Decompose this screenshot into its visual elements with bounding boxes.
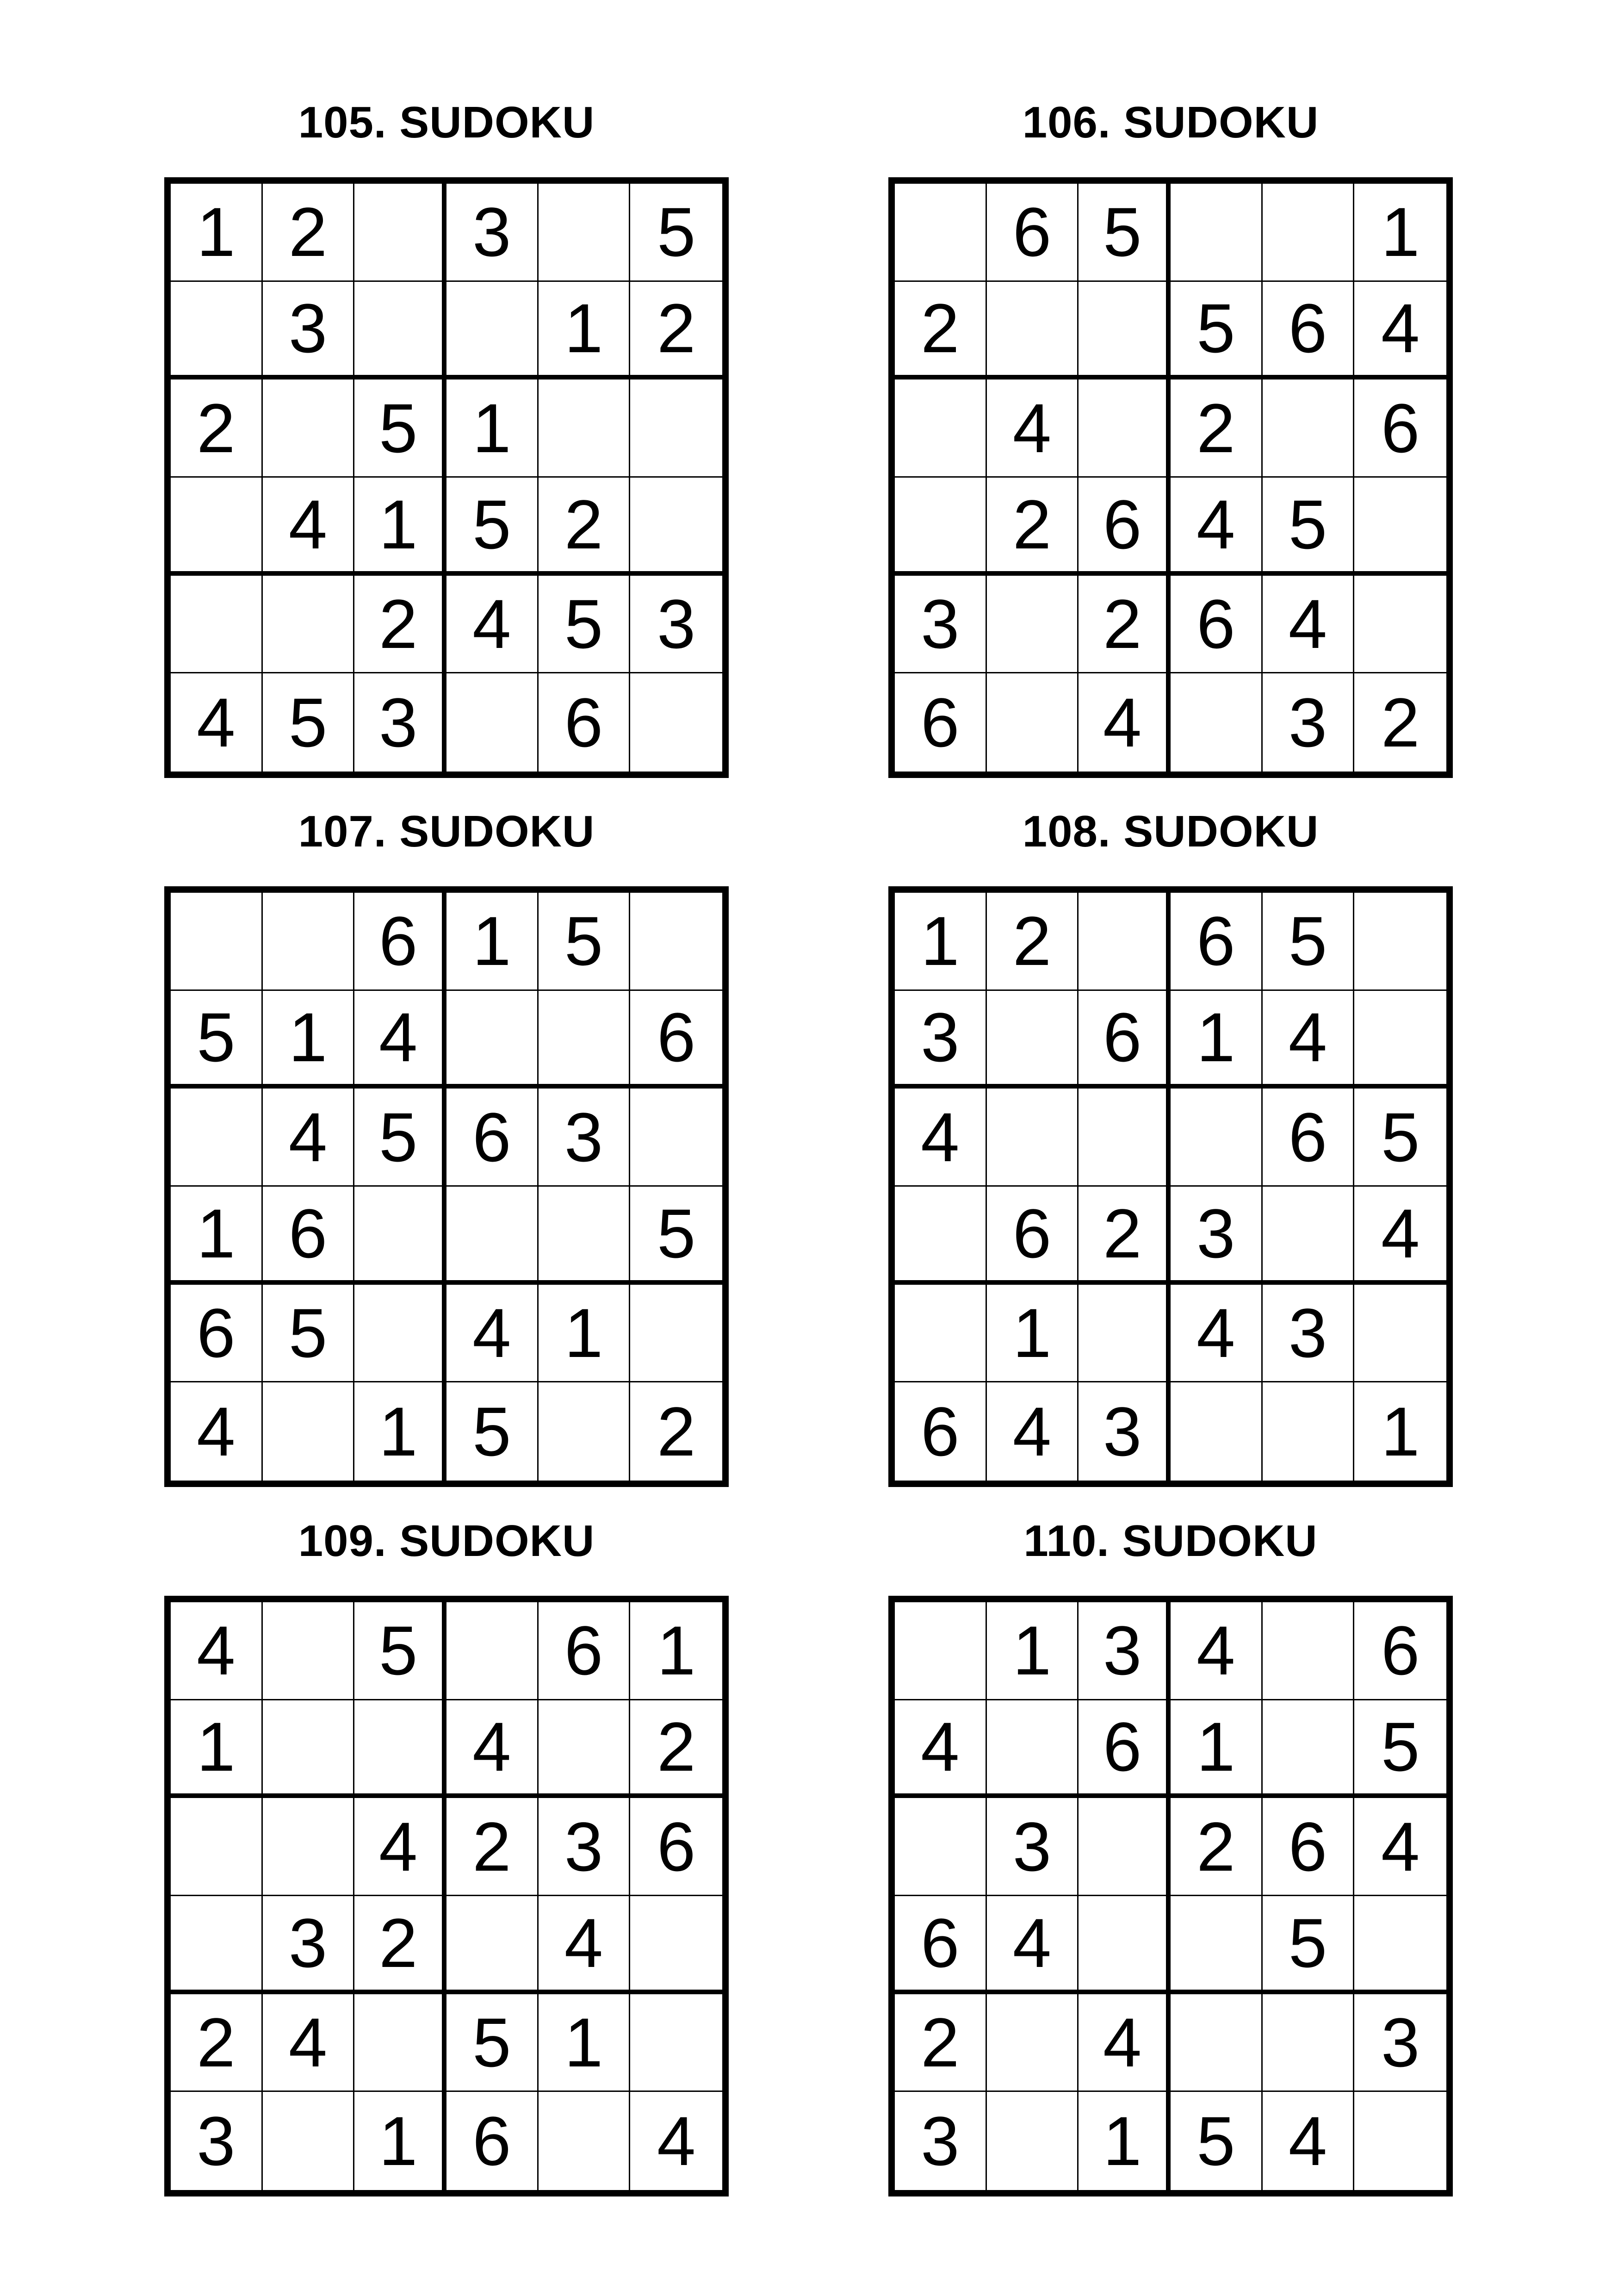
sudoku-cell: 3 — [895, 2092, 987, 2190]
sudoku-cell — [1079, 1285, 1171, 1383]
sudoku-cell — [354, 1700, 446, 1798]
sudoku-cell: 1 — [446, 893, 539, 991]
sudoku-cell — [1354, 2092, 1446, 2190]
sudoku-cell: 1 — [1079, 2092, 1171, 2190]
sudoku-cell — [895, 1285, 987, 1383]
sudoku-cell — [1354, 1285, 1446, 1383]
sudoku-cell: 5 — [539, 576, 631, 674]
sudoku-cell: 2 — [171, 1994, 263, 2092]
sudoku-cell: 6 — [1171, 576, 1263, 674]
sudoku-cell — [263, 576, 355, 674]
sudoku-cell — [171, 478, 263, 576]
sudoku-cell: 5 — [1354, 1700, 1446, 1798]
sudoku-cell — [1263, 1994, 1355, 2092]
sudoku-cell — [630, 673, 722, 772]
sudoku-cell — [1263, 380, 1355, 478]
sudoku-cell — [539, 2092, 631, 2190]
sudoku-cell: 2 — [987, 478, 1079, 576]
sudoku-cell: 2 — [1079, 576, 1171, 674]
sudoku-cell: 4 — [263, 1089, 355, 1187]
sudoku-cell: 2 — [1079, 1187, 1171, 1285]
sudoku-cell — [987, 991, 1079, 1089]
sudoku-cell: 4 — [1171, 478, 1263, 576]
sudoku-cell — [987, 576, 1079, 674]
sudoku-cell: 2 — [630, 282, 722, 380]
sudoku-cell: 5 — [446, 478, 539, 576]
sudoku-cell: 2 — [354, 576, 446, 674]
sudoku-cell: 1 — [1171, 1700, 1263, 1798]
sudoku-cell — [446, 1602, 539, 1700]
sudoku-cell — [354, 1187, 446, 1285]
sudoku-cell: 6 — [539, 1602, 631, 1700]
sudoku-cell — [630, 1994, 722, 2092]
sudoku-cell: 5 — [354, 1089, 446, 1187]
puzzle-title: 109. SUDOKU — [298, 1516, 595, 1566]
sudoku-cell — [263, 1700, 355, 1798]
sudoku-cell — [171, 1896, 263, 1994]
sudoku-cell: 4 — [657, 2102, 696, 2180]
sudoku-cell: 6 — [895, 673, 987, 772]
sudoku-cell: 3 — [446, 184, 539, 282]
sudoku-cell: 3 — [1263, 1285, 1355, 1383]
sudoku-cell: 1 — [171, 184, 263, 282]
sudoku-cell: 6 — [263, 1187, 355, 1285]
sudoku-cell: 3 — [1354, 1994, 1446, 2092]
sudoku-cell — [987, 1089, 1079, 1187]
sudoku-cell — [171, 1089, 263, 1187]
sudoku-cell — [1171, 1382, 1263, 1481]
sudoku-cell: 5 — [1079, 184, 1171, 282]
sudoku-cell: 5 — [1171, 282, 1263, 380]
sudoku-cell: 2 — [987, 893, 1079, 991]
sudoku-cell — [1079, 1798, 1171, 1896]
sudoku-cell — [446, 991, 539, 1089]
sudoku-cell: 4 — [1263, 991, 1355, 1089]
sudoku-cell: 1 — [895, 893, 987, 991]
sudoku-cell: 1 — [171, 1700, 263, 1798]
sudoku-cell: 4 — [446, 1285, 539, 1383]
sudoku-cell — [1354, 478, 1446, 576]
sudoku-cell: 4 — [987, 1382, 1079, 1481]
sudoku-cell — [630, 1896, 722, 1994]
sudoku-cell: 4 — [354, 1798, 446, 1896]
sudoku-cell — [354, 282, 446, 380]
sudoku-cell: 6 — [354, 893, 446, 991]
sudoku-cell: 3 — [630, 576, 722, 674]
sudoku-cell: 3 — [1079, 1382, 1171, 1481]
sudoku-cell — [171, 282, 263, 380]
sudoku-grid — [888, 886, 1453, 1487]
sudoku-cell: 3 — [263, 282, 355, 380]
sudoku-cell: 2 — [1171, 380, 1263, 478]
sudoku-cell — [1171, 1089, 1263, 1187]
sudoku-cell: 6 — [1263, 1798, 1355, 1896]
sudoku-cell: 5 — [1354, 1089, 1446, 1187]
sudoku-cell: 4 — [895, 1089, 987, 1187]
sudoku-cell: 2 — [1381, 684, 1420, 762]
sudoku-cell: 6 — [987, 1187, 1079, 1285]
sudoku-cell: 2 — [171, 380, 263, 478]
sudoku-cell — [539, 184, 631, 282]
sudoku-cell — [630, 1089, 722, 1187]
sudoku-cell — [171, 576, 263, 674]
sudoku-cell: 3 — [263, 1896, 355, 1994]
sudoku-cell: 5 — [630, 184, 722, 282]
sudoku-cell — [1354, 576, 1446, 674]
sudoku-cell: 6 — [1079, 478, 1171, 576]
sudoku-cell — [1171, 673, 1263, 772]
sudoku-cell: 6 — [987, 184, 1079, 282]
sudoku-cell: 5 — [263, 1285, 355, 1383]
sudoku-cell — [1171, 1994, 1263, 2092]
sudoku-cell: 1 — [354, 1382, 446, 1481]
sudoku-cell — [895, 478, 987, 576]
sudoku-cell: 3 — [895, 576, 987, 674]
sudoku-cell: 1 — [1354, 184, 1446, 282]
sudoku-cell — [446, 1896, 539, 1994]
sudoku-cell: 4 — [1171, 1602, 1263, 1700]
sudoku-cell: 6 — [1354, 1602, 1446, 1700]
sudoku-cell: 1 — [630, 1602, 722, 1700]
sudoku-cell — [263, 1798, 355, 1896]
sudoku-cell: 1 — [171, 1187, 263, 1285]
sudoku-cell: 5 — [354, 380, 446, 478]
sudoku-cell — [1079, 893, 1171, 991]
sudoku-cell: 6 — [1263, 1089, 1355, 1187]
sudoku-cell — [630, 478, 722, 576]
sudoku-cell: 2 — [657, 1393, 696, 1471]
sudoku-cell — [539, 991, 631, 1089]
sudoku-cell — [354, 1994, 446, 2092]
sudoku-cell — [354, 1285, 446, 1383]
sudoku-cell: 6 — [1354, 380, 1446, 478]
sudoku-cell — [895, 1798, 987, 1896]
sudoku-cell — [1079, 380, 1171, 478]
sudoku-cell: 6 — [171, 1285, 263, 1383]
sudoku-cell — [987, 1994, 1079, 2092]
sudoku-cell: 4 — [171, 1382, 263, 1481]
sudoku-cell — [263, 1602, 355, 1700]
sudoku-cell — [263, 380, 355, 478]
sudoku-cell — [354, 184, 446, 282]
sudoku-cell — [1263, 1187, 1355, 1285]
sudoku-cell: 2 — [263, 184, 355, 282]
sudoku-cell: 4 — [446, 1700, 539, 1798]
sudoku-cell: 4 — [1263, 2092, 1355, 2190]
sudoku-cell: 6 — [1079, 1700, 1171, 1798]
sudoku-cell: 4 — [1079, 673, 1171, 772]
sudoku-cell — [1354, 1896, 1446, 1994]
sudoku-cell: 1 — [539, 282, 631, 380]
sudoku-cell — [987, 1700, 1079, 1798]
sudoku-cell — [263, 1382, 355, 1481]
sudoku-cell: 2 — [630, 1700, 722, 1798]
sudoku-cell: 5 — [446, 1994, 539, 2092]
sudoku-grid — [164, 177, 729, 778]
sudoku-cell — [895, 184, 987, 282]
sudoku-cell: 6 — [895, 1382, 987, 1481]
sudoku-cell: 1 — [354, 478, 446, 576]
sudoku-cell: 6 — [895, 1896, 987, 1994]
sudoku-cell — [539, 380, 631, 478]
sudoku-cell: 5 — [539, 893, 631, 991]
sudoku-cell: 4 — [171, 673, 263, 772]
sudoku-cell — [171, 1798, 263, 1896]
sudoku-cell: 1 — [446, 380, 539, 478]
sudoku-cell: 2 — [1171, 1798, 1263, 1896]
sudoku-cell — [987, 282, 1079, 380]
sudoku-cell: 4 — [1354, 282, 1446, 380]
sudoku-cell: 6 — [446, 1089, 539, 1187]
sudoku-grid — [888, 177, 1453, 778]
sudoku-cell: 1 — [263, 991, 355, 1089]
sudoku-cell — [171, 893, 263, 991]
sudoku-cell: 3 — [539, 1089, 631, 1187]
sudoku-cell — [539, 1700, 631, 1798]
puzzle-title: 106. SUDOKU — [1022, 98, 1319, 147]
sudoku-cell — [1079, 282, 1171, 380]
sudoku-cell: 3 — [895, 991, 987, 1089]
sudoku-cell: 4 — [1354, 1187, 1446, 1285]
sudoku-cell — [539, 1187, 631, 1285]
sudoku-cell: 1 — [354, 2092, 446, 2190]
sudoku-cell — [1263, 1700, 1355, 1798]
sudoku-cell: 4 — [446, 576, 539, 674]
sudoku-cell: 4 — [987, 1896, 1079, 1994]
sudoku-cell: 3 — [354, 673, 446, 772]
sudoku-cell: 5 — [1263, 478, 1355, 576]
sudoku-cell: 5 — [263, 673, 355, 772]
sudoku-cell — [895, 1187, 987, 1285]
sudoku-cell: 1 — [987, 1602, 1079, 1700]
sudoku-cell — [630, 1285, 722, 1383]
sudoku-cell: 6 — [630, 991, 722, 1089]
sudoku-cell — [1354, 991, 1446, 1089]
sudoku-cell — [539, 1382, 631, 1481]
sudoku-cell — [263, 2092, 355, 2190]
sudoku-cell: 2 — [354, 1896, 446, 1994]
sudoku-cell — [446, 1187, 539, 1285]
sudoku-cell — [1263, 1382, 1355, 1481]
sudoku-cell — [630, 893, 722, 991]
sudoku-cell — [446, 282, 539, 380]
sudoku-cell: 2 — [895, 282, 987, 380]
sudoku-cell — [1171, 1896, 1263, 1994]
sudoku-cell — [1354, 893, 1446, 991]
sudoku-cell — [1079, 1896, 1171, 1994]
sudoku-grid — [888, 1596, 1453, 2196]
sudoku-cell — [263, 893, 355, 991]
sudoku-cell: 3 — [987, 1798, 1079, 1896]
sudoku-cell: 4 — [263, 478, 355, 576]
sudoku-cell — [1263, 184, 1355, 282]
sudoku-cell — [1171, 184, 1263, 282]
sudoku-grid — [164, 886, 729, 1487]
sudoku-cell — [987, 2092, 1079, 2190]
sudoku-cell: 5 — [630, 1187, 722, 1285]
sudoku-cell: 1 — [539, 1994, 631, 2092]
sudoku-cell: 6 — [1263, 282, 1355, 380]
sudoku-cell: 5 — [171, 991, 263, 1089]
sudoku-cell — [1263, 1602, 1355, 1700]
sudoku-cell: 2 — [539, 478, 631, 576]
sudoku-cell: 3 — [539, 1798, 631, 1896]
sudoku-cell: 3 — [1079, 1602, 1171, 1700]
sudoku-cell: 4 — [171, 1602, 263, 1700]
sudoku-cell: 2 — [446, 1798, 539, 1896]
sudoku-cell: 6 — [1171, 893, 1263, 991]
sudoku-cell: 2 — [895, 1994, 987, 2092]
sudoku-cell — [630, 380, 722, 478]
sudoku-cell: 6 — [539, 673, 631, 772]
sudoku-cell: 5 — [446, 1382, 539, 1481]
sudoku-cell: 6 — [1079, 991, 1171, 1089]
sudoku-cell: 3 — [171, 2092, 263, 2190]
sudoku-cell: 4 — [539, 1896, 631, 1994]
sudoku-grid — [164, 1596, 729, 2196]
sudoku-cell: 1 — [1381, 1393, 1420, 1471]
sudoku-cell — [987, 673, 1079, 772]
sudoku-cell: 3 — [1171, 1187, 1263, 1285]
sudoku-cell: 4 — [1171, 1285, 1263, 1383]
puzzle-title: 107. SUDOKU — [298, 807, 595, 856]
sudoku-cell — [895, 1602, 987, 1700]
sudoku-cell: 5 — [1263, 1896, 1355, 1994]
sudoku-cell: 4 — [895, 1700, 987, 1798]
sudoku-cell: 5 — [354, 1602, 446, 1700]
sudoku-cell: 1 — [539, 1285, 631, 1383]
sudoku-cell: 3 — [1263, 673, 1355, 772]
puzzle-title: 108. SUDOKU — [1022, 807, 1319, 856]
sudoku-cell — [1079, 1089, 1171, 1187]
sudoku-cell — [446, 673, 539, 772]
sudoku-cell: 4 — [354, 991, 446, 1089]
sudoku-cell — [895, 380, 987, 478]
puzzle-title: 110. SUDOKU — [1023, 1516, 1318, 1566]
sudoku-cell: 1 — [1171, 991, 1263, 1089]
puzzle-title: 105. SUDOKU — [298, 98, 595, 147]
sudoku-cell: 4 — [987, 380, 1079, 478]
sudoku-cell: 5 — [1263, 893, 1355, 991]
sudoku-cell: 4 — [1079, 1994, 1171, 2092]
sudoku-cell: 4 — [263, 1994, 355, 2092]
sudoku-cell: 5 — [1171, 2092, 1263, 2190]
sudoku-cell: 1 — [987, 1285, 1079, 1383]
sudoku-cell: 4 — [1263, 576, 1355, 674]
sudoku-cell: 4 — [1354, 1798, 1446, 1896]
sudoku-cell: 6 — [630, 1798, 722, 1896]
sudoku-cell: 6 — [446, 2092, 539, 2190]
